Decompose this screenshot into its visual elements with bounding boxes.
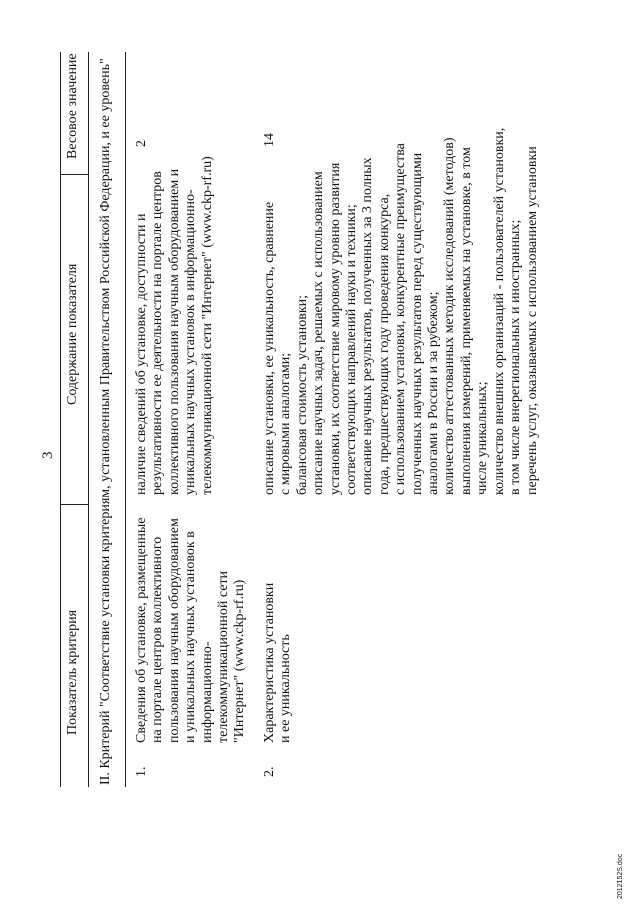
content-line: аналогами в России и за рубежом; <box>426 291 442 495</box>
criterion-line: Характеристика установки <box>262 582 277 743</box>
content-line: выполнения измерений, применяемых на установке, в том <box>458 147 474 495</box>
criterion-cell <box>134 518 249 743</box>
footer-file-code: 2012152S.doc <box>617 853 624 899</box>
content-line: описание установки, ее уникальность, сравнение <box>262 201 277 495</box>
content-line: результативности ее деятельности на портале центров <box>150 171 166 495</box>
row-number: 2. <box>262 766 277 777</box>
criterion-line: и уникальных научных установок в <box>183 531 199 743</box>
content-cell <box>262 128 541 495</box>
content-line: с использованием установки, конкурентные преимущества <box>393 143 409 495</box>
content-line: количество внешних организаций - пользователей установки, <box>491 127 507 495</box>
column-divider <box>60 504 88 505</box>
weight-value: 2 <box>134 140 149 147</box>
content-cell <box>134 156 216 495</box>
content-line: перечень услуг, оказываемых с использованием установки <box>524 146 540 495</box>
content-line: с мировыми аналогами; <box>278 352 294 495</box>
content-line: установки, их соответствие мировому уровню развития <box>327 162 343 495</box>
section-bottom-border <box>125 52 126 787</box>
content-line: наличие сведений об установке, доступности и <box>134 213 149 495</box>
column-header-content: Содержание показателя <box>65 263 80 405</box>
row-number: 1. <box>134 766 149 777</box>
content-line: балансовая стоимость установки; <box>294 294 310 495</box>
content-line: уникальных научных установок в информационно- <box>183 189 199 495</box>
content-line: полученных научных результатов перед существующими <box>409 152 425 495</box>
criterion-line: на портале центров коллективного <box>150 536 166 743</box>
content-line: описание научных результатов, полученных за 3 полных <box>360 157 376 495</box>
content-line: телекоммуникационной сети "Интернет" (www.ckp-rf.ru) <box>199 156 215 495</box>
table-top-border <box>60 52 61 787</box>
criterion-line: информационно- <box>199 641 215 743</box>
header-bottom-border <box>88 52 89 787</box>
content-line: коллективного пользования научным оборудованием и <box>166 168 182 495</box>
content-line: числе уникальных; <box>475 381 491 495</box>
criterion-cell <box>262 583 295 743</box>
column-header-weight: Весовое значение <box>65 53 80 159</box>
content-line: количество аттестованных методик исследований (методов) <box>442 137 458 495</box>
weight-value: 14 <box>262 133 277 147</box>
criterion-line: Сведения об установке, размещенные <box>134 517 149 743</box>
content-line: соответствующих направлений науки и техники; <box>344 204 360 495</box>
section-heading: II. Критерий "Соответствие установки критериям, установленным Правительством Российской Федерации, и ее уровень" <box>98 58 113 785</box>
content-line: года, предшествующих году проведения конкурса, <box>376 193 392 495</box>
column-divider <box>60 174 88 175</box>
criterion-line: и ее уникальность <box>278 634 294 743</box>
page-number: 3 <box>40 451 56 459</box>
criterion-line: пользования научным оборудованием <box>166 518 182 743</box>
content-line: описание научных задач, решаемых с использованием <box>311 171 327 495</box>
criterion-line: "Интернет" (www.ckp-rf.ru) <box>232 579 248 743</box>
criterion-line: телекоммуникационной сети <box>216 570 232 743</box>
column-header-criterion: Показатель критерия <box>65 609 80 735</box>
content-line: в том числе внерегиональных и иностранных; <box>508 219 524 495</box>
